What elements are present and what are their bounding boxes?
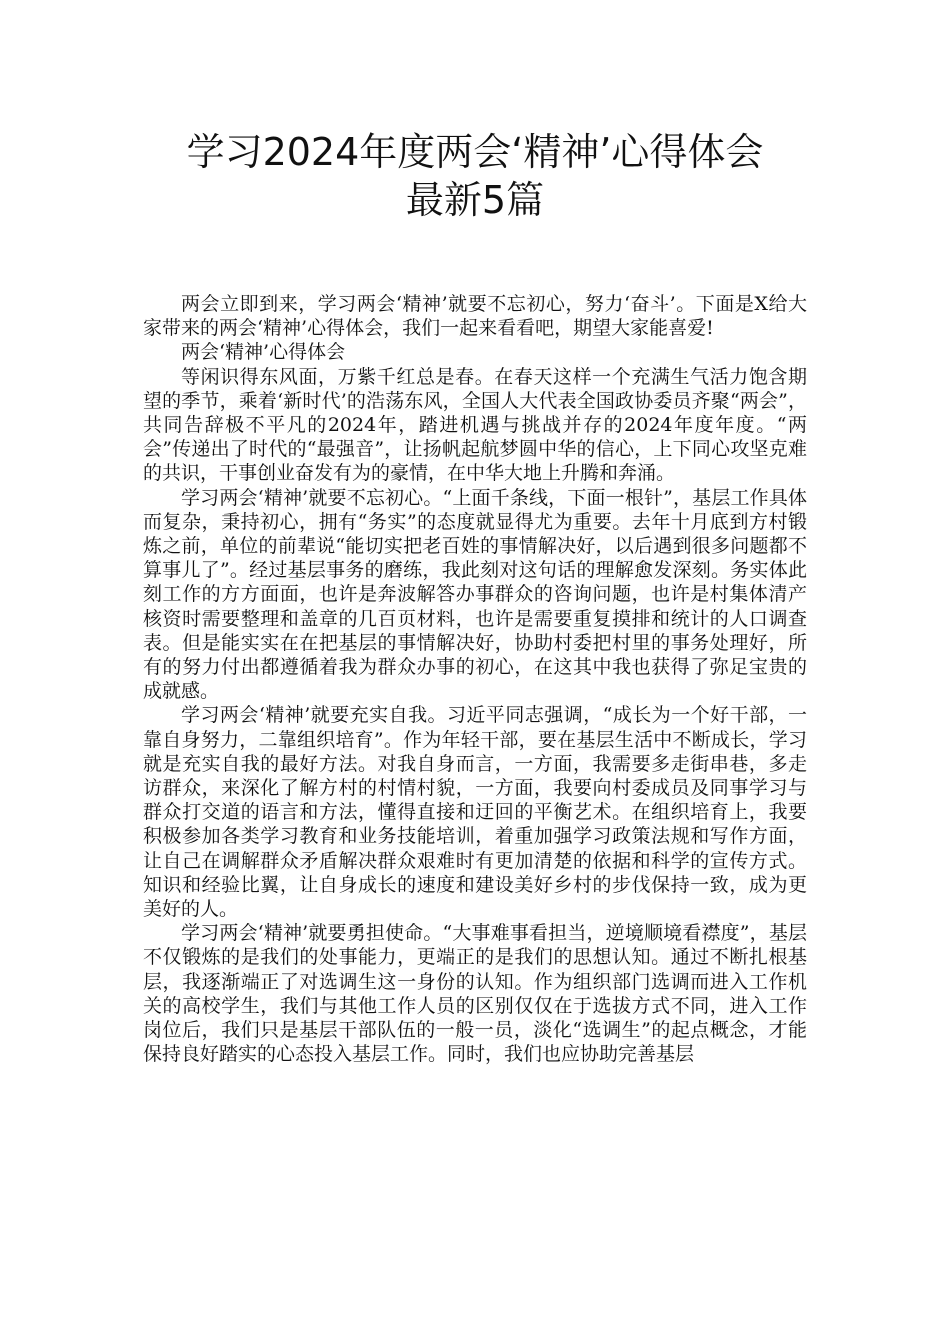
document-body: [143, 292, 807, 1067]
body-paragraph: 学习两会‘精神’就要勇担使命。“大事难事看担当，逆境顺境看襟度”，基层不仅锻炼的是我们的处事能力，更端正的是我们的思想认知。通过不断扎根基层，我逐渐端正了对选调生这一身份的认知。作为组织部门选调而进入工作机关的高校学生，我们与其他工作人员的区别仅仅在于选拔方式不同，进入工作岗位后，我们只是基层干部队伍的一般一员，淡化“选调生”的起点概念，才能保持良好踏实的心态投入基层工作。同时，我们也应协助完善基层: [143, 922, 807, 1066]
document-title-line-2: 最新5篇: [405, 178, 545, 222]
body-paragraph: 等闲识得东风面，万紫千红总是春。在春天这样一个充满生气活力饱含期望的季节，乘着‘新时代’的浩荡东风，全国人大代表全国政协委员齐聚“两会”，共同告辞极不平凡的2024年，踏进机遇与挑战并存的2024年度年度。“两会”传递出了时代的“最强音”，让扬帆起航梦圆中华的信心，上下同心攻坚克难的共识，干事创业奋发有为的豪情，在中华大地上升腾和奔涌。: [143, 365, 807, 485]
document-title-line-1: 学习2024年度两会‘精神’心得体会: [186, 130, 764, 174]
body-paragraph: 学习两会‘精神’就要充实自我。习近平同志强调，“成长为一个好干部，一靠自身努力，二靠组织培育”。作为年轻干部，要在基层生活中不断成长，学习就是充实自我的最好方法。对我自身而言，一方面，我需要多走街串巷，多走访群众，来深化了解方村的村情村貌，一方面，我要向村委成员及同事学习与群众打交道的语言和方法，懂得直接和迂回的平衡艺术。在组织培育上，我要积极参加各类学习教育和业务技能培训，着重加强学习政策法规和写作方面，让自己在调解群众矛盾解决群众艰难时有更加清楚的依据和科学的宣传方式。知识和经验比翼，让自身成长的速度和建设美好乡村的步伐保持一致，成为更美好的人。: [143, 704, 807, 921]
section-heading: 两会‘精神’心得体会: [181, 341, 346, 364]
body-paragraph: 学习两会‘精神’就要不忘初心。“上面千条线，下面一根针”，基层工作具体而复杂，秉持初心，拥有“务实”的态度就显得尤为重要。去年十月底到方村锻炼之前，单位的前辈说“能切实把老百姓的事情解决好，以后遇到很多问题都不算事儿了”。经过基层事务的磨练，我此刻对这句话的理解愈发深刻。务实体此刻工作的方方面面，也许是奔波解答办事群众的咨询问题，也许是村集体清产核资时需要整理和盖章的几百页材料，也许是需要重复摸排和统计的人口调查表。但是能实实在在把基层的事情解决好，协助村委把村里的事务处理好，所有的努力付出都遵循着我为群众办事的初心，在这其中我也获得了弥足宝贵的成就感。: [143, 486, 807, 703]
intro-paragraph: 两会立即到来，学习两会‘精神’就要不忘初心，努力‘奋斗’。下面是X给大家带来的两会‘精神’心得体会，我们一起来看看吧，期望大家能喜爱!: [143, 293, 807, 340]
